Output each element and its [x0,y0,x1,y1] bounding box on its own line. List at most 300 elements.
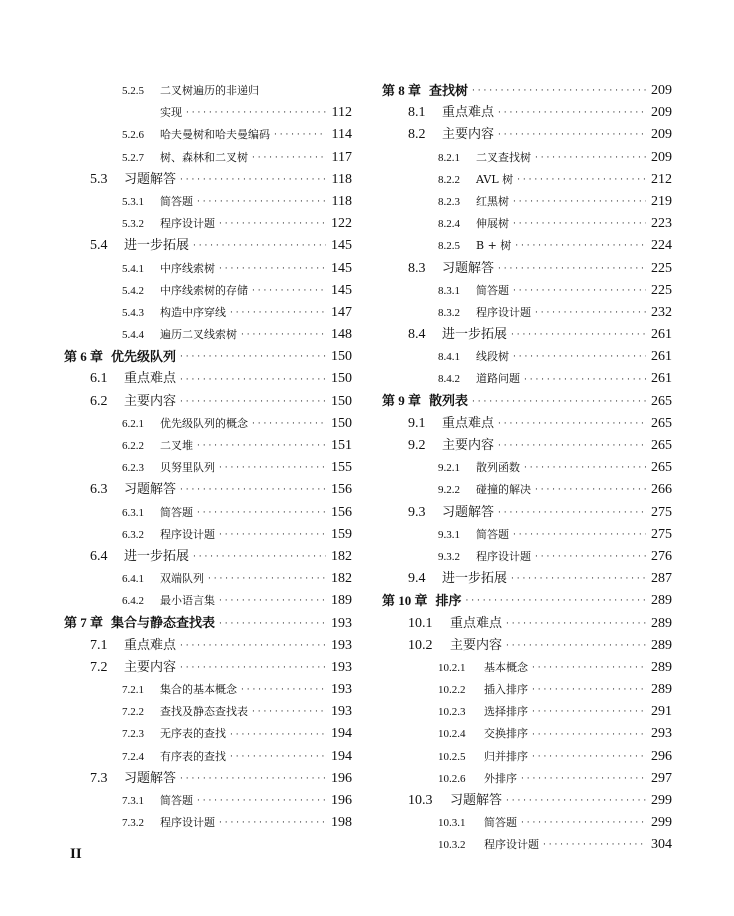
toc-entry [382,368,672,390]
toc-entry-number: 10.1 [408,615,433,631]
toc-entry-title: 简答题 [476,527,509,541]
toc-entry [64,701,352,723]
toc-entry-page: 299 [651,815,672,831]
toc-entry-number: 7.3.1 [122,795,144,807]
toc-entry-page: 297 [651,770,672,786]
toc-entry-page: 155 [331,460,352,476]
toc-entry-title: 外排序 [484,771,517,785]
toc-entry-title: 散列函数 [476,461,520,475]
toc-entry-page: 261 [651,349,672,365]
toc-entry-page: 112 [331,105,352,121]
toc-entry-number: 9.2.1 [438,462,460,475]
toc-entry [64,524,352,546]
dot-leader [178,369,326,391]
toc-entry-title: 简答题 [160,794,193,807]
toc-entry-label [90,768,176,790]
toc-entry-page: 198 [331,815,352,831]
toc-entry-title: 二叉查找树 [476,150,531,164]
toc-entry-label [408,790,502,812]
toc-entry-number: 6.4.1 [122,573,144,586]
toc-entry [382,191,672,213]
toc-entry [382,657,672,679]
toc-entry-page: 196 [331,793,352,808]
toc-entry-page: 196 [331,770,352,786]
toc-entry [382,723,672,745]
toc-entry-page: 159 [331,526,352,542]
dot-leader [533,479,646,501]
toc-entry-title: 简答题 [476,283,509,297]
toc-entry [382,213,672,235]
toc-entry-title: 归并排序 [484,749,528,763]
toc-entry-page: 156 [331,482,352,498]
toc-entry [64,723,352,745]
toc-entry-label [408,124,494,146]
dot-leader [504,790,646,812]
toc-entry-title: 排序 [435,593,462,609]
toc-entry-page: 150 [331,349,352,365]
toc-entry [64,391,352,413]
toc-entry-title: 遍历二叉线索树 [160,328,237,342]
toc-entry-title: 程序设计题 [476,549,531,563]
dot-leader [228,746,326,768]
toc-entry [64,147,352,169]
toc-entry-page: 156 [331,504,352,520]
toc-entry-title: 红黑树 [476,194,509,208]
toc-entry-number: 9.3.2 [438,550,460,563]
toc-entry-label [90,479,176,501]
dot-leader [195,790,326,812]
toc-entry-title: 集合与静态查找表 [111,616,216,631]
toc-chapter-entry [382,590,672,612]
toc-entry-title: 最小语言集 [160,594,215,608]
toc-entry-label [122,80,259,102]
toc-entry-page: 182 [331,548,352,564]
toc-entry [382,280,672,302]
toc-entry [382,790,672,812]
toc-entry [382,102,672,124]
toc-entry-title: 二叉堆 [160,439,193,452]
toc-entry [64,280,352,302]
toc-entry-page: 189 [331,593,352,609]
toc-entry-label [438,457,520,479]
toc-entry [64,635,352,657]
toc-entry [382,302,672,324]
toc-entry-label [64,346,176,369]
toc-entry-label [64,612,215,635]
toc-entry-page: 289 [651,682,672,698]
toc-entry-number: 5.4.1 [122,262,144,275]
dot-leader [530,701,646,723]
toc-entry-number: 8.4 [408,327,426,343]
toc-entry-title: 习题解答 [450,793,503,808]
toc-entry [64,191,352,213]
dot-leader [511,191,646,213]
toc-entry-page: 299 [651,793,672,808]
toc-entry [64,102,352,124]
toc-entry-page: 193 [331,659,352,675]
toc-entry-title: 习题解答 [124,770,177,786]
dot-leader [530,679,646,701]
toc-entry-title: 集合的基本概念 [160,683,237,697]
toc-entry [382,834,672,856]
toc-entry-number: 5.2.6 [122,129,144,142]
dot-leader [184,102,326,124]
toc-entry-title: 无序表的查找 [160,727,226,741]
toc-entry-label [438,302,531,324]
dot-leader [511,280,646,302]
toc-entry-page: 122 [331,216,352,232]
toc-entry-label [438,235,511,257]
dot-leader [519,768,646,790]
dot-leader [513,235,646,257]
dot-leader [530,657,646,679]
toc-entry-label [438,191,509,213]
toc-entry-number: 6.3.1 [122,506,144,519]
toc-entry-label [438,701,528,723]
toc-entry-number: 第 10 章 [382,592,428,608]
dot-leader [178,391,326,413]
toc-entry-number: 10.2.2 [438,684,466,697]
toc-entry-page: 150 [331,393,352,409]
dot-leader [533,302,646,324]
toc-entry-number: 10.3.2 [438,839,466,852]
toc-entry-label [408,568,507,590]
toc-right-column [382,80,672,857]
dot-leader [496,502,646,524]
dot-leader [178,657,326,679]
toc-entry [64,812,352,834]
toc-entry-title: 重点难点 [442,105,495,121]
toc-entry-label [90,546,189,568]
toc-entry [382,413,672,435]
toc-entry-number: 5.4.2 [122,284,144,297]
toc-entry-title: 习题解答 [442,504,495,520]
toc-entry-number: 9.3.1 [438,528,460,541]
toc-entry-title: 简答题 [160,194,193,208]
toc-entry-title: 优先级队列 [111,349,177,365]
toc-entry-page: 118 [331,171,352,187]
toc-entry-label [408,413,494,435]
dot-leader [250,701,326,723]
toc-entry [382,546,672,568]
toc-entry [382,524,672,546]
toc-entry-number: 8.2.5 [438,240,460,253]
toc-entry-number: 6.3 [90,482,108,498]
dot-leader [178,169,326,191]
toc-entry-number: 9.1 [408,415,426,431]
toc-entry [64,590,352,612]
toc-entry-title: 伸展树 [476,217,509,231]
toc-entry-page: 150 [331,415,352,431]
dot-leader [228,302,326,324]
toc-entry-label [408,613,502,635]
dot-leader [178,479,326,501]
toc-entry-title: 程序设计题 [484,838,539,852]
toc-entry-label [122,413,248,435]
toc-entry-label [122,568,204,590]
dot-leader [515,169,646,191]
toc-entry-page: 212 [651,171,672,187]
toc-entry-label [122,679,237,701]
toc-entry [64,213,352,235]
dot-leader [228,724,326,746]
dot-leader [509,568,646,590]
toc-entry-number: 10.2.5 [438,750,466,763]
toc-entry [382,258,672,280]
toc-entry [64,258,352,280]
toc-entry-title: 简答题 [160,505,193,519]
toc-entry-title: 主要内容 [450,637,503,653]
toc-entry-number: 6.2 [90,393,108,409]
toc-entry-title: 有序表的查找 [160,749,226,763]
toc-entry-title: 主要内容 [124,659,177,675]
toc-entry-label [122,812,215,834]
toc-entry-page: 182 [331,571,352,587]
toc-entry-number: 8.4.2 [438,373,460,386]
toc-entry-page: 291 [651,704,672,720]
toc-entry-label [90,657,176,679]
toc-chapter-entry [64,613,352,635]
toc-entry-page: 289 [651,593,672,609]
dot-leader [195,435,326,457]
dot-leader [195,191,326,213]
dot-leader [261,80,326,102]
toc-entry-number: 6.2.2 [122,440,144,452]
toc-entry-number: 8.1 [408,105,426,121]
toc-entry [382,124,672,146]
toc-entry [64,169,352,191]
toc-entry [382,147,672,169]
toc-entry-number: 5.4 [90,238,108,254]
toc-entry-title: 散列表 [429,394,469,410]
toc-entry-label [438,546,531,568]
toc-entry-label [90,368,176,390]
toc-entry-title: 进一步拓展 [124,548,190,564]
toc-entry-label [438,834,539,856]
toc-entry-title: 实现 [160,106,182,120]
toc-entry [382,746,672,768]
toc-entry-label [438,723,528,745]
toc-entry-number: 10.2.1 [438,661,466,674]
toc-entry [64,679,352,701]
toc-entry-title: 主要内容 [442,127,495,143]
dot-leader [217,613,326,635]
toc-entry-label [438,368,520,390]
toc-entry-number: 10.2 [408,637,433,653]
toc-entry-title: 交换排序 [484,727,528,741]
toc-entry [64,124,352,146]
toc-entry-page: 289 [651,615,672,631]
toc-entry-page: 193 [331,704,352,720]
toc-entry-page: 194 [331,726,352,742]
toc-entry-title: 进一步拓展 [442,571,508,587]
toc-entry-label [408,258,494,280]
toc-entry-number: 5.3.1 [122,195,144,208]
toc-entry [64,457,352,479]
toc-entry-label [438,147,531,169]
dot-leader [217,524,326,546]
toc-entry-title: 主要内容 [124,393,177,409]
toc-entry-label [408,102,494,124]
toc-entry-page: 224 [651,238,672,254]
toc-entry-page: 232 [651,304,672,320]
toc-entry [64,546,352,568]
toc-entry-page: 265 [651,460,672,476]
toc-entry-page: 209 [651,105,672,121]
toc-entry-number: 9.4 [408,571,426,587]
toc-entry-number: 9.2 [408,438,426,453]
toc-entry-label [160,102,182,124]
toc-entry-label [122,191,193,213]
toc-chapter-entry [382,391,672,413]
toc-entry-page: 265 [651,438,672,453]
dot-leader [511,346,646,368]
toc-entry-number: 6.4.2 [122,595,144,608]
page-number: II [70,846,82,862]
toc-entry [64,790,352,812]
toc-entry-page: 225 [651,260,672,276]
toc-entry-page: 287 [651,571,672,587]
toc-entry-page: 289 [651,659,672,675]
toc-entry-number: 7.3.2 [122,817,144,830]
toc-entry-number: 8.2.4 [438,218,460,231]
toc-entry-page: 209 [651,149,672,165]
dot-leader [178,635,326,657]
dot-leader [239,679,326,701]
toc-entry-number: 5.4.3 [122,306,144,319]
toc-entry-page: 147 [331,304,352,320]
toc-entry-number: 8.4.1 [438,351,460,364]
toc-entry-number: 10.2.4 [438,728,466,741]
toc-chapter-entry [382,80,672,102]
toc-entry-page: 265 [651,415,672,431]
toc-entry-number: 8.3.2 [438,306,460,319]
toc-entry-title: 主要内容 [442,438,495,453]
toc-entry-label [122,502,193,524]
toc-entry-number: 7.2 [90,659,108,675]
toc-entry-title: 二叉树遍历的非递归 [160,84,259,97]
dot-leader [509,324,646,346]
toc-entry-title: 中序线索树 [160,261,215,275]
toc-entry [64,657,352,679]
dot-leader [250,147,326,169]
toc-entry-page: 193 [331,637,352,653]
toc-entry [382,435,672,457]
toc-entry-label [438,169,513,191]
toc-entry [382,613,672,635]
toc-entry [382,701,672,723]
toc-entry-label [90,235,189,257]
toc-entry [64,479,352,501]
toc-entry-number: 5.3.2 [122,218,144,231]
dot-leader [504,613,646,635]
toc-entry-label [382,80,468,103]
toc-entry-page: 261 [651,327,672,343]
toc-entry-title: 选择排序 [484,705,528,719]
toc-entry-number: 9.3 [408,504,426,520]
dot-leader [533,546,646,568]
dot-leader [496,124,646,146]
toc-entry [64,768,352,790]
toc-entry-number: 10.2.6 [438,772,466,785]
toc-entry [64,368,352,390]
dot-leader [533,147,646,169]
toc-entry-title: 程序设计题 [160,527,215,541]
dot-leader [464,590,646,612]
toc-entry-page: 276 [651,548,672,564]
toc-entry-number: 5.3 [90,171,108,187]
toc-entry [382,235,672,257]
toc-entry-title: 重点难点 [450,615,503,631]
toc-entry-label [408,324,507,346]
toc-left-column [64,80,352,834]
toc-entry [64,502,352,524]
toc-entry-page: 296 [651,748,672,764]
toc-entry-number: 7.1 [90,637,108,653]
toc-entry-label [382,590,462,613]
toc-entry-label [438,812,517,834]
toc-entry-title: 基本概念 [484,660,528,674]
toc-entry-page: 148 [331,327,352,343]
toc-entry-number: 7.2.4 [122,750,144,763]
toc-entry-label [122,746,226,768]
toc-entry [382,169,672,191]
toc-entry-number: 6.2.1 [122,417,144,430]
toc-entry-page: 275 [651,526,672,542]
toc-entry-label [122,723,226,745]
toc-entry-page: 209 [651,83,672,98]
dot-leader [178,346,326,368]
dot-leader [522,369,646,391]
dot-leader [522,457,646,479]
toc-entry-label [122,302,226,324]
toc-entry-number: 8.2.2 [438,173,460,186]
dot-leader [504,635,646,657]
toc-entry-label [438,524,509,546]
toc-entry-title: 简答题 [484,816,517,830]
dot-leader [217,258,326,280]
dot-leader [496,102,646,124]
toc-entry-number: 7.2.2 [122,706,144,719]
toc-entry [382,679,672,701]
toc-entry-page: 114 [331,127,352,143]
toc-entry-number: 7.2.1 [122,684,144,697]
toc-entry-label [122,524,215,546]
toc-entry-title: 程序设计题 [160,816,215,830]
toc-entry-title: 贝努里队列 [160,461,215,475]
dot-leader [530,746,646,768]
toc-entry-title: 程序设计题 [476,305,531,319]
toc-entry-number: 6.4 [90,548,108,564]
toc-entry-page: 261 [651,371,672,387]
toc-entry [382,457,672,479]
toc-entry-label [438,768,517,790]
dot-leader [217,457,326,479]
toc-entry-number: 第 9 章 [382,393,422,409]
dot-leader [496,413,646,435]
dot-leader [250,413,326,435]
toc-entry-label [438,213,509,235]
toc-entry-number: 5.4.4 [122,329,144,342]
toc-entry-number: 第 7 章 [64,615,104,630]
toc-entry [64,746,352,768]
toc-entry-number: 5.2.5 [122,85,144,97]
dot-leader [217,812,326,834]
toc-entry-page: 118 [331,193,352,209]
toc-entry-number: 8.3 [408,260,426,276]
toc-entry-page: 289 [651,637,672,653]
toc-entry-label [122,213,215,235]
